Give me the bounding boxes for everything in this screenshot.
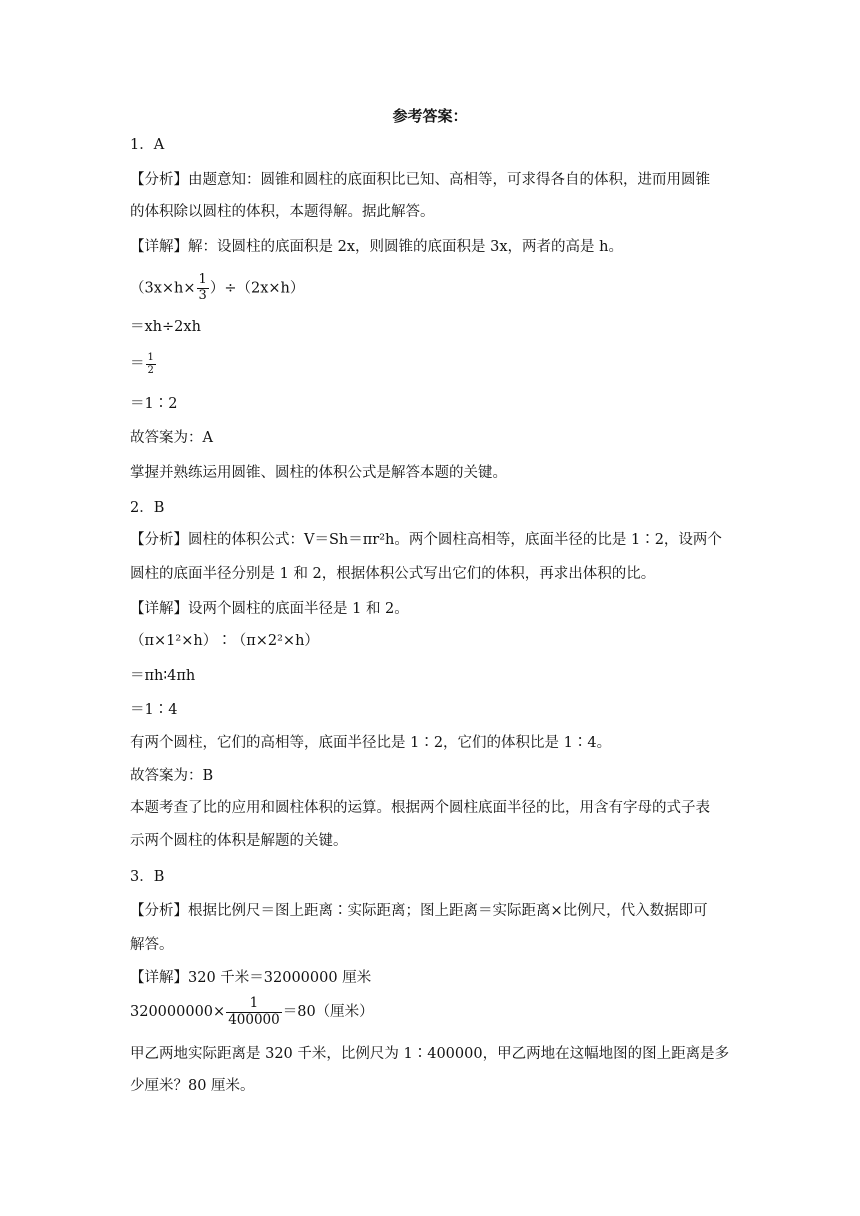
- q1-answer: 故答案为：A: [130, 430, 213, 446]
- q1-expression-2: ＝xh÷2xh: [130, 319, 201, 335]
- q1-detail: 【详解】解：设圆柱的底面积是 2x，则圆锥的底面积是 3x，两者的高是 h。: [130, 239, 623, 255]
- page-title: 参考答案：: [392, 107, 468, 125]
- q2-summary-line-2: 示两个圆柱的体积是解题的关键。: [130, 833, 348, 849]
- q2-expression-2: ＝πh∶4πh: [130, 668, 196, 684]
- q3-analysis-line-1: 【分析】根据比例尺＝图上距离∶实际距离；图上距离＝实际距离×比例尺，代入数据即可: [130, 903, 708, 919]
- q1-number: 1．A: [130, 137, 165, 153]
- q1-fraction-numerator: 1: [198, 272, 207, 287]
- q2-summary-line-1: 本题考查了比的应用和圆柱体积的运算。根据两个圆柱底面半径的比，用含有字母的式子表: [130, 800, 710, 816]
- q1-expr3-pre: ＝: [130, 356, 145, 372]
- q3-statement-line-1: 甲乙两地实际距离是 320 千米，比例尺为 1∶400000，甲乙两地在这幅地图的图上距离是多: [130, 1046, 730, 1062]
- q2-number: 2．B: [130, 500, 165, 516]
- q3-scale-fraction: [226, 996, 282, 1028]
- q3-expr1-pre: 320000000×: [130, 1004, 226, 1021]
- q2-expression-3: ＝1∶4: [130, 702, 178, 718]
- q1-fraction-denominator: 3: [198, 287, 207, 303]
- q3-detail: 【详解】320 千米＝32000000 厘米: [130, 970, 372, 986]
- q1-half-denominator: 2: [147, 364, 154, 376]
- q2-statement: 有两个圆柱，它们的高相等，底面半径比是 1∶2，它们的体积比是 1∶4。: [130, 735, 612, 751]
- q2-analysis-line-1: 【分析】圆柱的体积公式：V＝Sh＝πr²h。两个圆柱高相等，底面半径的比是 1∶2，设两个: [130, 532, 722, 548]
- q3-analysis-line-2: 解答。: [130, 937, 174, 953]
- q2-expression-1: （π×1²×h）∶（π×2²×h）: [130, 633, 319, 649]
- q3-statement-line-2: 少厘米？80 厘米。: [130, 1078, 255, 1094]
- q3-expr1-post: ＝80（厘米）: [282, 1004, 374, 1021]
- q1-expr1-post: ）÷（2x×h）: [209, 280, 305, 297]
- q2-detail: 【详解】设两个圆柱的底面半径是 1 和 2。: [130, 601, 409, 617]
- q3-fraction-numerator: 1: [249, 995, 259, 1011]
- q1-fraction-one-third: [197, 273, 209, 304]
- q1-analysis-line-1: 【分析】由题意知：圆锥和圆柱的底面积比已知、高相等，可求得各自的体积，进而用圆锥: [130, 172, 710, 188]
- q1-expression-3: [130, 352, 157, 376]
- q3-fraction-denominator: 400000: [228, 1011, 280, 1028]
- q3-expression-1: [130, 996, 374, 1028]
- q1-half-numerator: 1: [147, 352, 154, 363]
- q1-expr1-pre: （3x×h×: [130, 280, 196, 297]
- q1-fraction-one-half: [146, 352, 156, 376]
- q1-expression-1: [130, 273, 304, 304]
- q2-answer: 故答案为：B: [130, 768, 214, 784]
- q1-summary: 掌握并熟练运用圆锥、圆柱的体积公式是解答本题的关键。: [130, 465, 507, 481]
- q1-expression-4: ＝1∶2: [130, 396, 178, 412]
- q3-number: 3．B: [130, 869, 165, 885]
- q1-analysis-line-2: 的体积除以圆柱的体积，本题得解。据此解答。: [130, 204, 435, 220]
- q2-analysis-line-2: 圆柱的底面半径分别是 1 和 2，根据体积公式写出它们的体积，再求出体积的比。: [130, 566, 656, 582]
